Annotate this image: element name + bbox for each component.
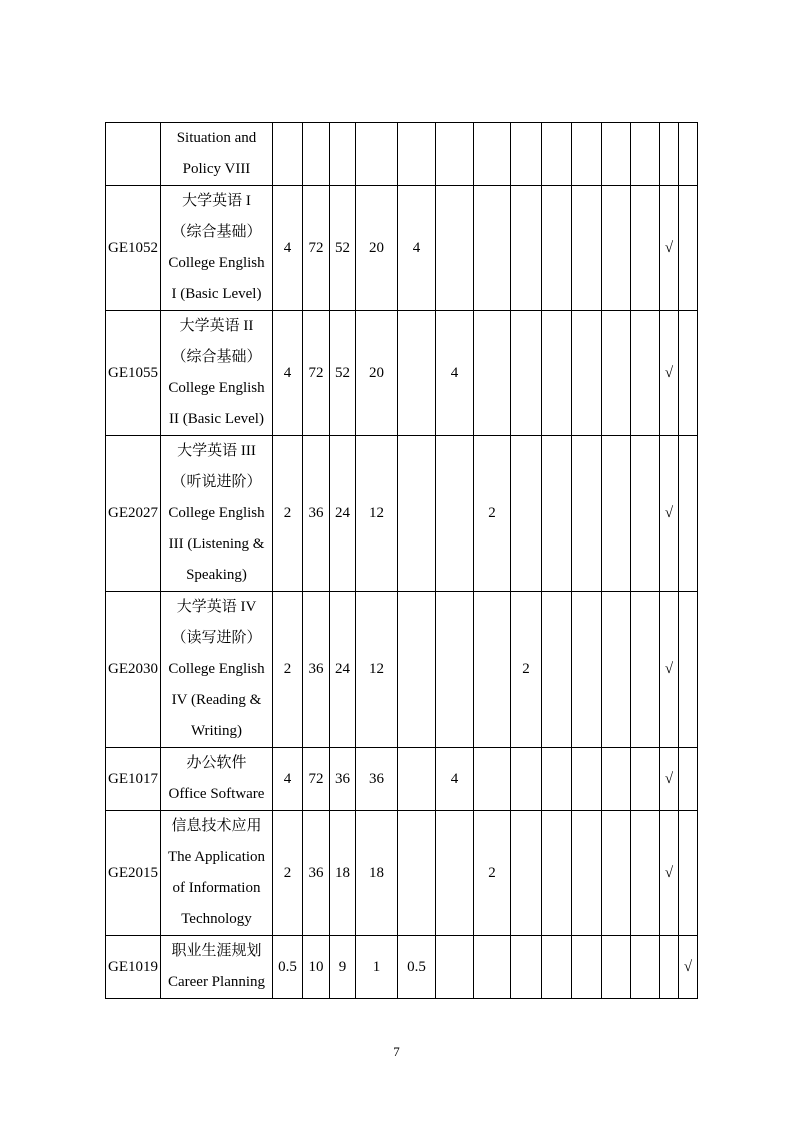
course-name-line: （读写进阶） xyxy=(171,630,262,646)
table-cell xyxy=(542,811,572,936)
course-name-line: 信息技术应用 xyxy=(171,818,262,834)
table-cell xyxy=(511,123,542,186)
table-cell: 72 xyxy=(303,186,330,311)
course-name xyxy=(161,748,273,811)
table-cell: √ xyxy=(660,436,679,592)
course-name-line: （听说进阶） xyxy=(171,474,262,490)
table-cell: 10 xyxy=(303,936,330,999)
table-row xyxy=(106,936,698,999)
table-cell xyxy=(631,592,660,748)
table-cell xyxy=(679,186,698,311)
table-cell xyxy=(436,592,474,748)
course-name-line: College English xyxy=(168,380,265,396)
course-name-line: I (Basic Level) xyxy=(171,286,262,302)
table-row xyxy=(106,592,698,748)
table-cell: 2 xyxy=(511,592,542,748)
table-cell xyxy=(511,311,542,436)
course-name xyxy=(161,436,273,592)
table-cell xyxy=(679,123,698,186)
table-cell xyxy=(398,748,436,811)
table-cell xyxy=(572,436,602,592)
table-cell: 4 xyxy=(273,311,303,436)
table-cell: √ xyxy=(660,748,679,811)
table-cell xyxy=(602,936,631,999)
table-cell xyxy=(474,936,511,999)
table-cell xyxy=(602,123,631,186)
course-name-line: Situation and xyxy=(176,130,257,146)
table-cell: 18 xyxy=(356,811,398,936)
table-cell: √ xyxy=(660,186,679,311)
table-cell xyxy=(602,811,631,936)
table-cell: 36 xyxy=(330,748,356,811)
course-name xyxy=(161,186,273,311)
course-code: GE1055 xyxy=(106,311,161,436)
table-cell: √ xyxy=(660,311,679,436)
table-cell xyxy=(602,436,631,592)
table-cell xyxy=(679,592,698,748)
table-row xyxy=(106,311,698,436)
table-cell xyxy=(542,123,572,186)
table-cell xyxy=(398,311,436,436)
table-cell xyxy=(303,123,330,186)
table-cell xyxy=(602,592,631,748)
course-name-line: 办公软件 xyxy=(186,755,247,771)
table-cell: 18 xyxy=(330,811,356,936)
course-code: GE2030 xyxy=(106,592,161,748)
course-name-line: College English xyxy=(168,255,265,271)
table-cell xyxy=(542,186,572,311)
table-cell xyxy=(542,748,572,811)
table-cell: 4 xyxy=(398,186,436,311)
table-cell: 36 xyxy=(303,592,330,748)
table-cell xyxy=(398,436,436,592)
table-cell: 52 xyxy=(330,186,356,311)
course-code: GE1017 xyxy=(106,748,161,811)
table-cell: 4 xyxy=(436,748,474,811)
table-cell xyxy=(572,748,602,811)
table-cell xyxy=(679,311,698,436)
table-cell xyxy=(631,123,660,186)
course-name xyxy=(161,311,273,436)
table-cell xyxy=(660,936,679,999)
table-cell xyxy=(631,811,660,936)
table-cell xyxy=(273,123,303,186)
table-cell: 12 xyxy=(356,592,398,748)
table-cell xyxy=(631,436,660,592)
table-row xyxy=(106,436,698,592)
table-cell xyxy=(542,592,572,748)
table-cell xyxy=(436,436,474,592)
table-cell xyxy=(511,186,542,311)
table-body xyxy=(106,123,698,999)
course-name-line: II (Basic Level) xyxy=(169,411,264,427)
table-cell: 9 xyxy=(330,936,356,999)
table-cell: √ xyxy=(660,811,679,936)
course-name-line: College English xyxy=(168,661,265,677)
table-cell: √ xyxy=(679,936,698,999)
course-name-line: III (Listening & xyxy=(168,536,265,552)
course-name xyxy=(161,592,273,748)
course-name-line: Writing) xyxy=(190,723,243,739)
page-number: 7 xyxy=(393,1044,400,1059)
course-name-line: College English xyxy=(168,505,265,521)
course-name-line: IV (Reading & xyxy=(171,692,262,708)
course-name xyxy=(161,123,273,186)
table-cell: 72 xyxy=(303,311,330,436)
table-cell: 2 xyxy=(474,436,511,592)
table-cell xyxy=(660,123,679,186)
table-cell: √ xyxy=(660,592,679,748)
table-cell xyxy=(511,936,542,999)
table-row xyxy=(106,748,698,811)
table-cell xyxy=(436,811,474,936)
table-cell xyxy=(679,436,698,592)
course-name-line: 大学英语 III xyxy=(177,443,256,459)
table-cell: 20 xyxy=(356,186,398,311)
table-cell xyxy=(572,936,602,999)
table-cell xyxy=(398,123,436,186)
table-cell xyxy=(572,123,602,186)
table-cell xyxy=(511,436,542,592)
table-cell: 4 xyxy=(273,748,303,811)
course-name-line: （综合基础） xyxy=(171,224,262,240)
table-row xyxy=(106,123,698,186)
table-cell xyxy=(572,592,602,748)
table-cell xyxy=(679,748,698,811)
table-cell: 2 xyxy=(273,592,303,748)
table-cell xyxy=(511,811,542,936)
table-cell xyxy=(679,811,698,936)
table-cell xyxy=(436,186,474,311)
course-code: GE2027 xyxy=(106,436,161,592)
table-cell: 36 xyxy=(303,811,330,936)
course-name-line: Career Planning xyxy=(167,974,266,990)
table-cell: 72 xyxy=(303,748,330,811)
course-code xyxy=(106,123,161,186)
course-name-line: of Information xyxy=(172,880,261,896)
course-name-line: Speaking) xyxy=(186,567,247,583)
table-cell: 0.5 xyxy=(398,936,436,999)
course-name xyxy=(161,811,273,936)
table-cell xyxy=(631,748,660,811)
table-cell: 4 xyxy=(273,186,303,311)
table-cell xyxy=(602,748,631,811)
course-name-line: Technology xyxy=(181,911,252,927)
table-cell: 0.5 xyxy=(273,936,303,999)
table-cell xyxy=(474,186,511,311)
table-cell xyxy=(511,748,542,811)
table-cell: 20 xyxy=(356,311,398,436)
table-cell: 24 xyxy=(330,592,356,748)
table-cell xyxy=(356,123,398,186)
course-code: GE1052 xyxy=(106,186,161,311)
table-cell: 12 xyxy=(356,436,398,592)
table-cell: 2 xyxy=(273,436,303,592)
course-name-line: 大学英语 I xyxy=(182,193,251,209)
table-cell xyxy=(631,936,660,999)
course-name-line: Office Software xyxy=(168,786,265,802)
table-cell xyxy=(474,748,511,811)
table-row xyxy=(106,811,698,936)
table-cell xyxy=(602,186,631,311)
table-cell xyxy=(542,311,572,436)
table-cell xyxy=(474,311,511,436)
table-cell: 36 xyxy=(356,748,398,811)
course-table xyxy=(105,122,698,999)
table-cell xyxy=(436,123,474,186)
table-cell xyxy=(631,186,660,311)
table-cell xyxy=(572,311,602,436)
table-cell xyxy=(398,592,436,748)
course-name-line: 大学英语 IV xyxy=(176,599,257,615)
table-cell: 1 xyxy=(356,936,398,999)
table-cell: 2 xyxy=(474,811,511,936)
table-cell: 2 xyxy=(273,811,303,936)
table-cell xyxy=(572,811,602,936)
course-code: GE1019 xyxy=(106,936,161,999)
table-cell xyxy=(398,811,436,936)
table-cell: 24 xyxy=(330,436,356,592)
table-cell xyxy=(542,436,572,592)
course-name-line: 职业生涯规划 xyxy=(171,943,262,959)
table-cell xyxy=(631,311,660,436)
course-name-line: 大学英语 II xyxy=(179,318,254,334)
table-cell xyxy=(602,311,631,436)
table-cell xyxy=(436,936,474,999)
table-cell: 52 xyxy=(330,311,356,436)
course-name-line: （综合基础） xyxy=(171,349,262,365)
table-cell xyxy=(542,936,572,999)
table-cell xyxy=(330,123,356,186)
table-cell xyxy=(474,592,511,748)
table-cell xyxy=(474,123,511,186)
table-row xyxy=(106,186,698,311)
course-name-line: Policy VIII xyxy=(182,161,251,177)
course-code: GE2015 xyxy=(106,811,161,936)
table-cell: 36 xyxy=(303,436,330,592)
course-name xyxy=(161,936,273,999)
table-cell xyxy=(572,186,602,311)
table-cell: 4 xyxy=(436,311,474,436)
course-name-line: The Application xyxy=(167,849,266,865)
